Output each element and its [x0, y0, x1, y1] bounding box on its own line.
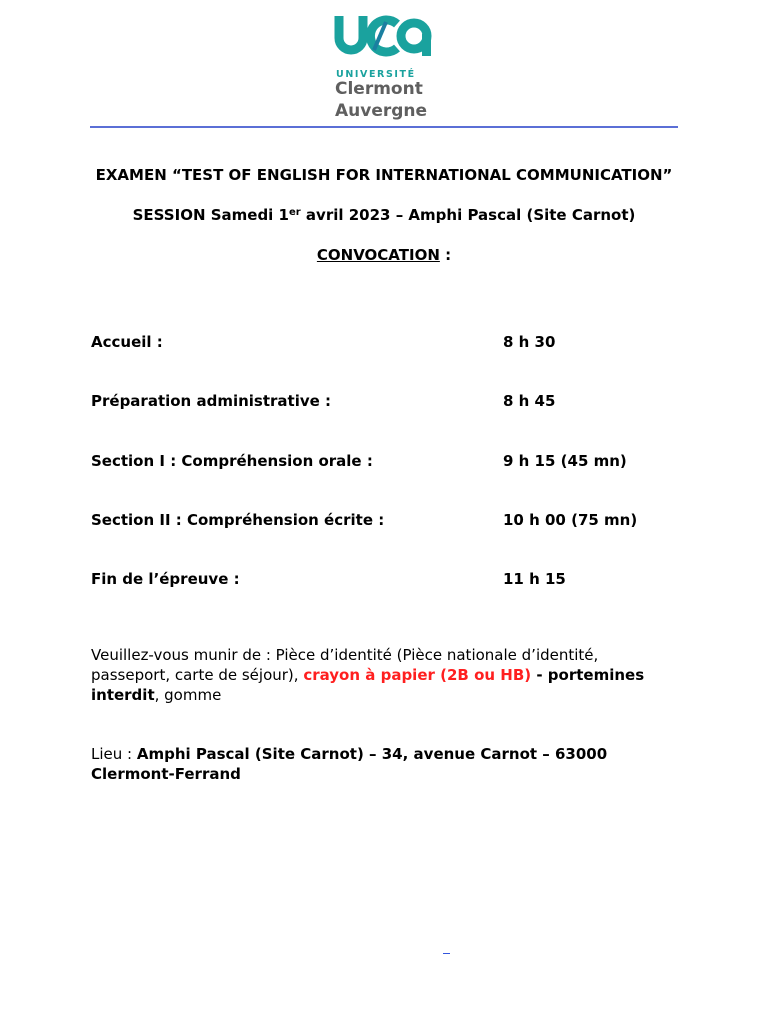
- schedule-row-section-2: [91, 510, 691, 530]
- schedule-time: 11 h 15: [503, 570, 566, 588]
- convocation-colon: :: [439, 246, 452, 264]
- schedule-row-section-1: [91, 451, 691, 471]
- requirements-intro: Veuillez-vous munir de : Pièce d’identité (Pièce nationale d’identité, passeport, carte de séjour),: [91, 646, 599, 684]
- schedule-row-preparation: [91, 391, 691, 411]
- requirements-paragraph: [91, 645, 681, 705]
- location-paragraph: [91, 744, 681, 784]
- schedule-time: 8 h 45: [503, 392, 556, 410]
- schedule-time: 10 h 00 (75 mn): [503, 511, 638, 529]
- location-prefix: Lieu :: [91, 745, 137, 763]
- exam-title: EXAMEN “TEST OF ENGLISH FOR INTERNATIONAL COMMUNICATION”: [95, 166, 673, 184]
- university-logo: [334, 14, 438, 121]
- uca-logo-mark: [334, 14, 434, 58]
- convocation-label: CONVOCATION: [316, 246, 440, 264]
- schedule-label: Accueil :: [91, 333, 163, 351]
- schedule-row-end: [91, 569, 691, 589]
- session-suffix: avril 2023 – Amphi Pascal (Site Carnot): [300, 206, 636, 224]
- session-ordinal: er: [288, 207, 301, 218]
- schedule-label: Préparation administrative :: [91, 392, 332, 410]
- logo-city-text: Clermont: [335, 79, 423, 99]
- requirements-end: , gomme: [154, 686, 222, 704]
- schedule-time: 9 h 15 (45 mn): [503, 452, 627, 470]
- requirements-forbidden: - portemines interdit: [91, 666, 645, 704]
- schedule-row-accueil: [91, 332, 691, 352]
- header-divider: [90, 126, 678, 128]
- schedule-label: Section I : Compréhension orale :: [91, 452, 373, 470]
- convocation-heading: [0, 246, 768, 264]
- session-line: [0, 206, 768, 224]
- requirements-pencil: crayon à papier (2B ou HB): [303, 666, 532, 684]
- logo-region-text: Auvergne: [335, 101, 428, 121]
- schedule-time: 8 h 30: [503, 333, 556, 351]
- schedule-label: Section II : Compréhension écrite :: [91, 511, 385, 529]
- logo-university-text: UNIVERSITÉ: [336, 69, 416, 80]
- session-prefix: SESSION Samedi 1: [132, 206, 289, 224]
- footer-mark: [443, 953, 450, 954]
- schedule-label: Fin de l’épreuve :: [91, 570, 240, 588]
- location-address: Amphi Pascal (Site Carnot) – 34, avenue Carnot – 63000 Clermont-Ferrand: [91, 745, 608, 783]
